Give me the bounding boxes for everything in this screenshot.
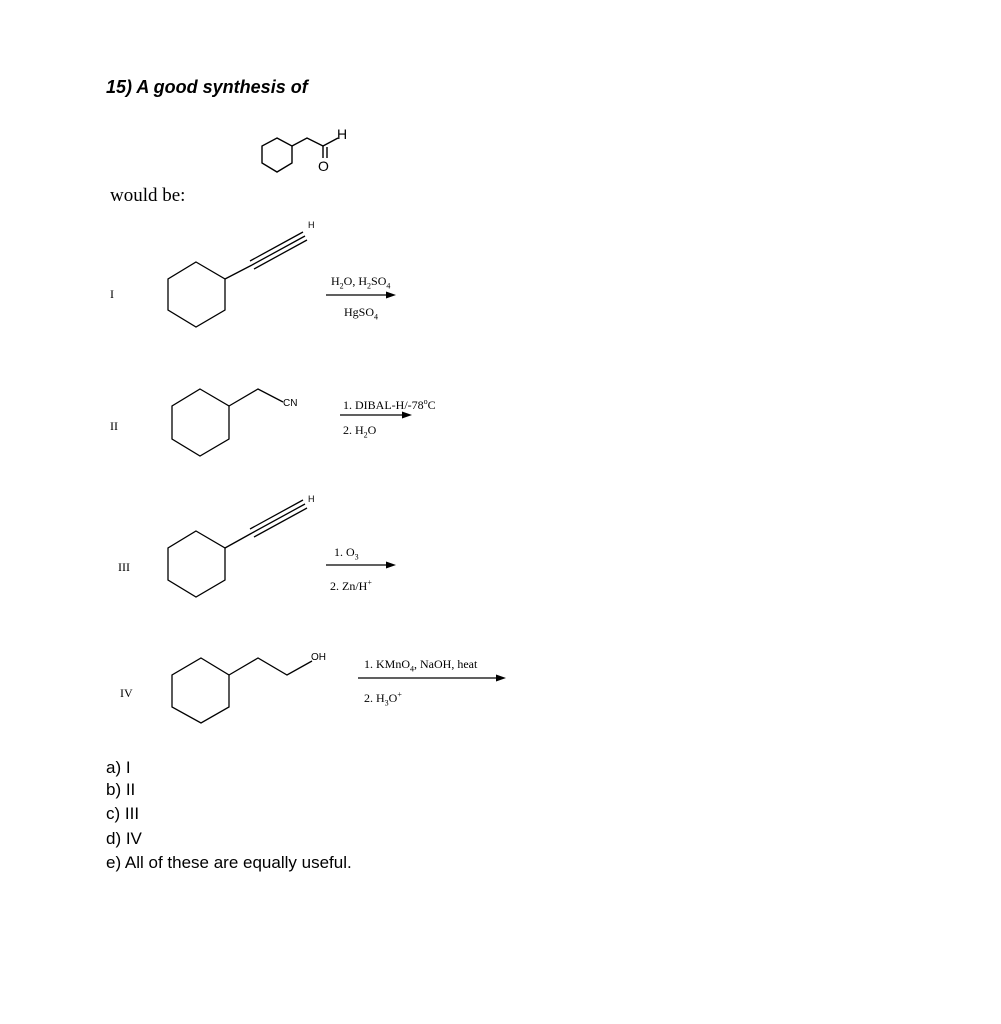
option-3-cyclohexane-ring (168, 531, 225, 597)
option-4-cyclohexane-ring (172, 658, 229, 723)
choice-e[interactable]: e) All of these are equally useful. (106, 853, 352, 872)
choice-d[interactable]: d) IV (106, 829, 142, 848)
option-2-step-2: 2. $H_2O$ (343, 423, 377, 440)
option-1-h-label: H (308, 220, 315, 230)
option-2-numeral: II (110, 419, 118, 433)
arrow-3-head (386, 562, 396, 569)
option-3-step-2: 2. Zn/H+ (330, 578, 372, 593)
arrow-1-head (386, 292, 396, 299)
choice-b[interactable]: b) II (106, 780, 136, 799)
target-h-label: H (337, 126, 348, 142)
option-4-oh-label: OH (311, 652, 326, 663)
option-1-conditions-top: $H_2O$, $H_2SO_4$ (331, 274, 391, 291)
option-3-step-1: 1. $O_3$ (334, 545, 359, 562)
would-be-text: would be: (110, 185, 186, 206)
option-1-cyclohexane-ring (168, 262, 225, 327)
choice-c[interactable]: c) III (106, 804, 140, 823)
option-4-step-2: 2. $H_3O^+$ (364, 690, 402, 708)
option-4-numeral: IV (120, 686, 133, 700)
option-2-cn-label: CN (283, 398, 298, 409)
option-2-step-1: 1. DIBAL-H/-78$^o$C (343, 397, 436, 412)
option-3-h-label: H (308, 494, 315, 504)
option-1-numeral: I (110, 287, 114, 301)
target-chain (292, 138, 323, 146)
question-title: 15) A good synthesis of (106, 77, 308, 97)
arrow-4-head (496, 675, 506, 682)
option-2-cyclohexane-ring (172, 389, 229, 456)
target-cyclohexane-ring (262, 138, 292, 172)
target-o-label: O (318, 158, 329, 174)
option-3-numeral: III (118, 560, 130, 574)
option-4-step-1: 1. KMnO$_4$, NaOH, heat (364, 657, 478, 674)
option-1-conditions-bottom: HgSO$_4$ (344, 305, 379, 322)
choice-a[interactable]: a) I (106, 758, 131, 777)
